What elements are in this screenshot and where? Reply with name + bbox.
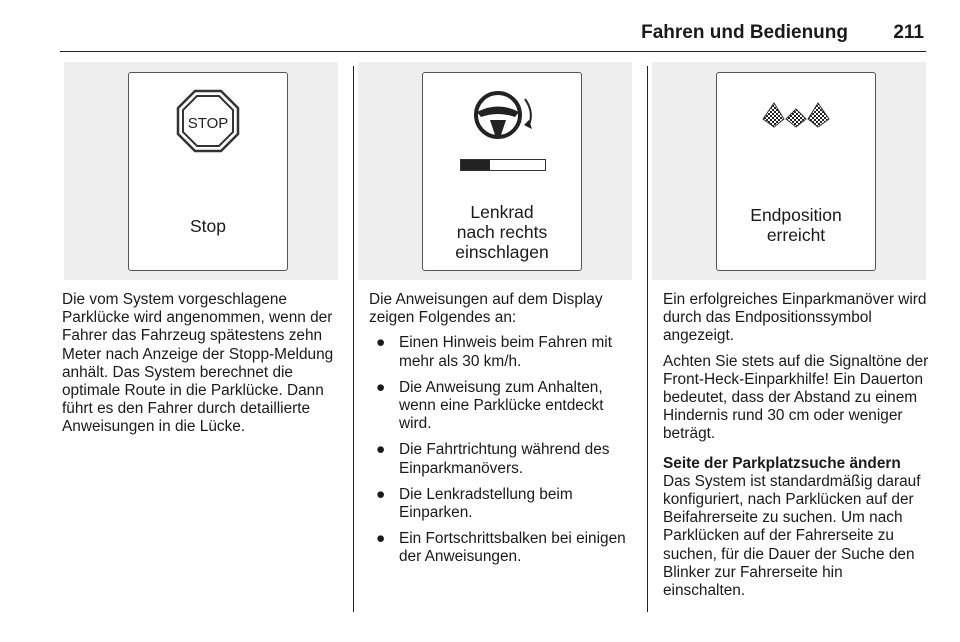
list-item-text: Die Fahrtrichtung während des Einparkmanövers. <box>399 441 610 477</box>
figure-end <box>652 62 926 280</box>
display-panel <box>716 72 876 271</box>
panel-label: Stop <box>190 216 226 236</box>
figure-stop <box>64 62 338 280</box>
bullet-icon: ● <box>376 378 386 396</box>
progress-bar <box>460 159 546 171</box>
body-paragraph: Das System ist standardmäßig darauf konfiguriert, nach Parklücken auf der Beifahrerseite zu suchen. Um nach Parklücken auf der Fahrerseite zu suchen, für die Dauer der Suche den Blinker zur Fahrerseite hin einschalten. <box>663 472 921 600</box>
steering-wheel-icon <box>471 87 541 145</box>
list-item-text: Ein Fortschrittsbalken bei einigen der Anweisungen. <box>399 530 626 566</box>
column-divider <box>647 66 648 612</box>
body-paragraph: Die Anweisungen auf dem Display zeigen Folgendes an: <box>369 291 603 327</box>
body-paragraph: Achten Sie stets auf die Signaltöne der Front-Heck-Einparkhilfe! Ein Dauerton bedeutet, dass der Abstand zu einem Hindernis rund 30 cm oder weniger beträgt. <box>663 352 929 443</box>
display-panel <box>128 72 288 271</box>
section-subheading: Seite der Parkplatzsuche ändern <box>663 454 901 472</box>
panel-label-line: Lenkrad <box>470 202 534 222</box>
bullet-icon: ● <box>376 530 386 548</box>
list-item-text: Die Anweisung zum Anhalten, wenn eine Parklücke entdeckt wird. <box>399 378 604 433</box>
list-item <box>369 334 634 370</box>
header-divider <box>60 51 926 52</box>
panel-label-line: einschlagen <box>455 242 549 262</box>
panel-label <box>717 205 875 245</box>
column-divider <box>353 66 354 612</box>
end-position-icon <box>760 97 832 131</box>
bullet-icon: ● <box>376 485 386 503</box>
panel-label-line: nach rechts <box>456 222 548 242</box>
list-item <box>369 441 634 477</box>
panel-label-line: erreicht <box>766 225 826 245</box>
stop-sign-icon <box>176 89 240 153</box>
list-item-text: Die Lenkradstellung beim Einparken. <box>399 485 573 522</box>
bullet-icon: ● <box>376 441 386 459</box>
figure-steer <box>358 62 632 280</box>
list-item <box>369 486 634 522</box>
list-item-text: Einen Hinweis beim Fahren mit mehr als 30 km/h. <box>399 334 612 370</box>
right-column <box>663 291 929 607</box>
stop-sign-text: STOP <box>187 115 229 132</box>
body-paragraph: Die vom System vorgeschlagene Parklücke wird angenommen, wenn der Fahrer das Fahrzeug spätestens zehn Meter nach Anzeige der Stopp-Meldung anhält. Das System berechnet die optimale Route in die Parklücke. Dann führt es den Fahrer durch detaillierte Anweisungen in die Lücke. <box>62 291 334 436</box>
running-header-title: Fahren und Bedienung <box>641 22 848 43</box>
progress-bar-fill <box>461 160 490 170</box>
middle-column <box>369 291 634 575</box>
bullet-icon: ● <box>376 334 386 352</box>
panel-label <box>423 202 581 262</box>
left-column <box>62 291 348 444</box>
list-item <box>369 379 634 434</box>
list-item <box>369 530 634 566</box>
page-number: 211 <box>893 22 924 43</box>
panel-label-line: Endposition <box>750 205 842 225</box>
body-paragraph: Ein erfolgreiches Einparkmanöver wird durch das Endpositionssymbol angezeigt. <box>663 291 927 345</box>
instruction-list <box>369 334 634 566</box>
display-panel <box>422 72 582 271</box>
